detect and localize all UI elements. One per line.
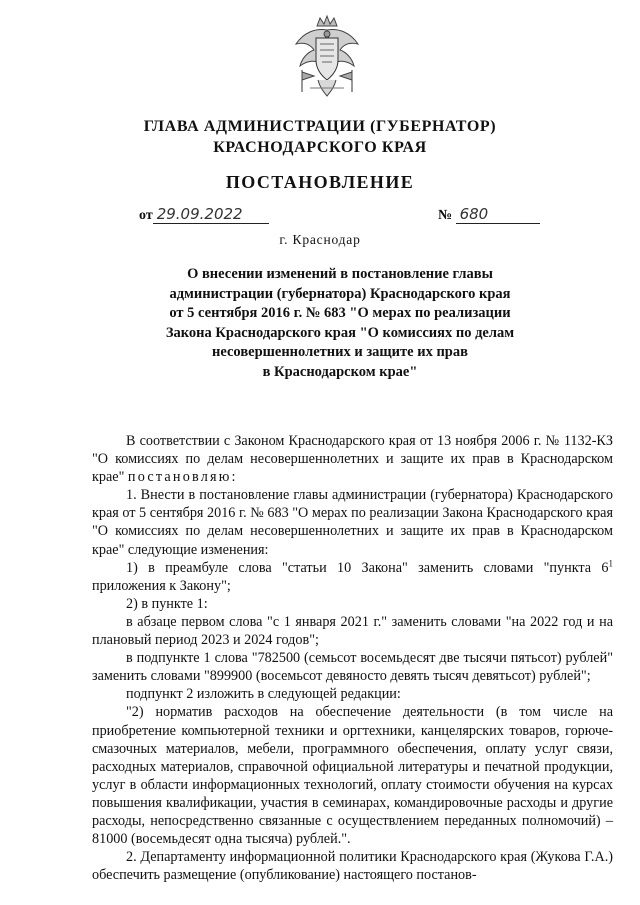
- issuer-title-line2: КРАСНОДАРСКОГО КРАЯ: [213, 139, 427, 156]
- paragraph-sub-2: 2) в пункте 1:: [126, 595, 208, 612]
- issue-city: г. Краснодар: [279, 232, 361, 247]
- document-body: [92, 432, 613, 884]
- title-line: О внесении изменений в постановление главы: [187, 266, 493, 282]
- document-title: [150, 265, 530, 382]
- paragraph-podpunkt-1: в подпункте 1 слова "782500 (семьсот восемьдесят две тысячи пятьсот) рублей" заменить словами "899900 (восемьсот девяносто девять тысяч девятьсот) рублей";: [92, 650, 613, 685]
- number-handwritten: 680: [456, 205, 540, 224]
- paragraph-item-2: 2. Департаменту информационной политики Краснодарского края (Жукова Г.А.) обеспечить размещение (опубликование) настоящего постанов-: [92, 849, 613, 884]
- paragraph-sub-1: 1) в преамбуле слова "статьи 10 Закона" заменить словами "пункта $6^1$ приложения к Закону";: [92, 557, 613, 594]
- title-line: администрации (губернатора) Краснодарского края: [169, 285, 511, 302]
- title-line: несовершеннолетних и защите их прав: [212, 344, 468, 360]
- title-line: Закона Краснодарского края "О комиссиях по делам: [165, 324, 515, 341]
- document-number: [438, 205, 540, 224]
- date-handwritten: 29.09.2022: [153, 205, 269, 224]
- paragraph-podpunkt-2-intro: подпункт 2 изложить в следующей редакции:: [126, 686, 401, 703]
- number-prefix: №: [438, 208, 453, 223]
- paragraph-podpunkt-2-text: "2) норматив расходов на обеспечение деятельности (в том числе на приобретение компьютерной техники и оргтехники, канцелярских товаров, горюче-смазочных материалов, мебели, программного обеспечения, оплату услуг связи, расходных материалов, справочной официальной литературы и печатной продукции, услуг в области информационных технологий, оплату стоимости обучения на курсах повышения квалификации, участия в семинарах, командировочные расходы и другие расходы, непосредственно связанные с осуществлением переданных полномочий) – 81000 (восемьдесят одна тысяча) рублей.".: [92, 704, 613, 848]
- title-line: от 5 сентября 2016 г. № 683 "О мерах по реализации: [169, 305, 511, 321]
- decree-word: постановляю:: [127, 469, 238, 486]
- document-date: [139, 205, 269, 224]
- paragraph-abzac-1: в абзаце первом слова "с 1 января 2021 г." заменить словами "на 2022 год и на плановый период 2023 и 2024 годов";: [92, 613, 613, 649]
- date-prefix: от: [139, 208, 153, 223]
- title-line: в Краснодарском крае": [262, 363, 418, 380]
- paragraph-preamble: В соответствии с Законом Краснодарского края от 13 ноября 2006 г. № 1132-КЗ "О комиссиях по делам несовершеннолетних и защите их прав в Краснодарском крае" постановляю:: [92, 433, 613, 486]
- issuer-title-line1: ГЛАВА АДМИНИСТРАЦИИ (ГУБЕРНАТОР): [143, 118, 497, 135]
- coat-of-arms-icon: [290, 14, 364, 100]
- document-type: ПОСТАНОВЛЕНИЕ: [225, 172, 415, 192]
- paragraph-item-1: 1. Внести в постановление главы администрации (губернатора) Краснодарского края от 5 сентября 2016 г. № 683 "О мерах по реализации Закона Краснодарского края "О комиссиях по делам несовершеннолетних и защите их прав в Краснодарском крае" следующие изменения:: [92, 487, 613, 558]
